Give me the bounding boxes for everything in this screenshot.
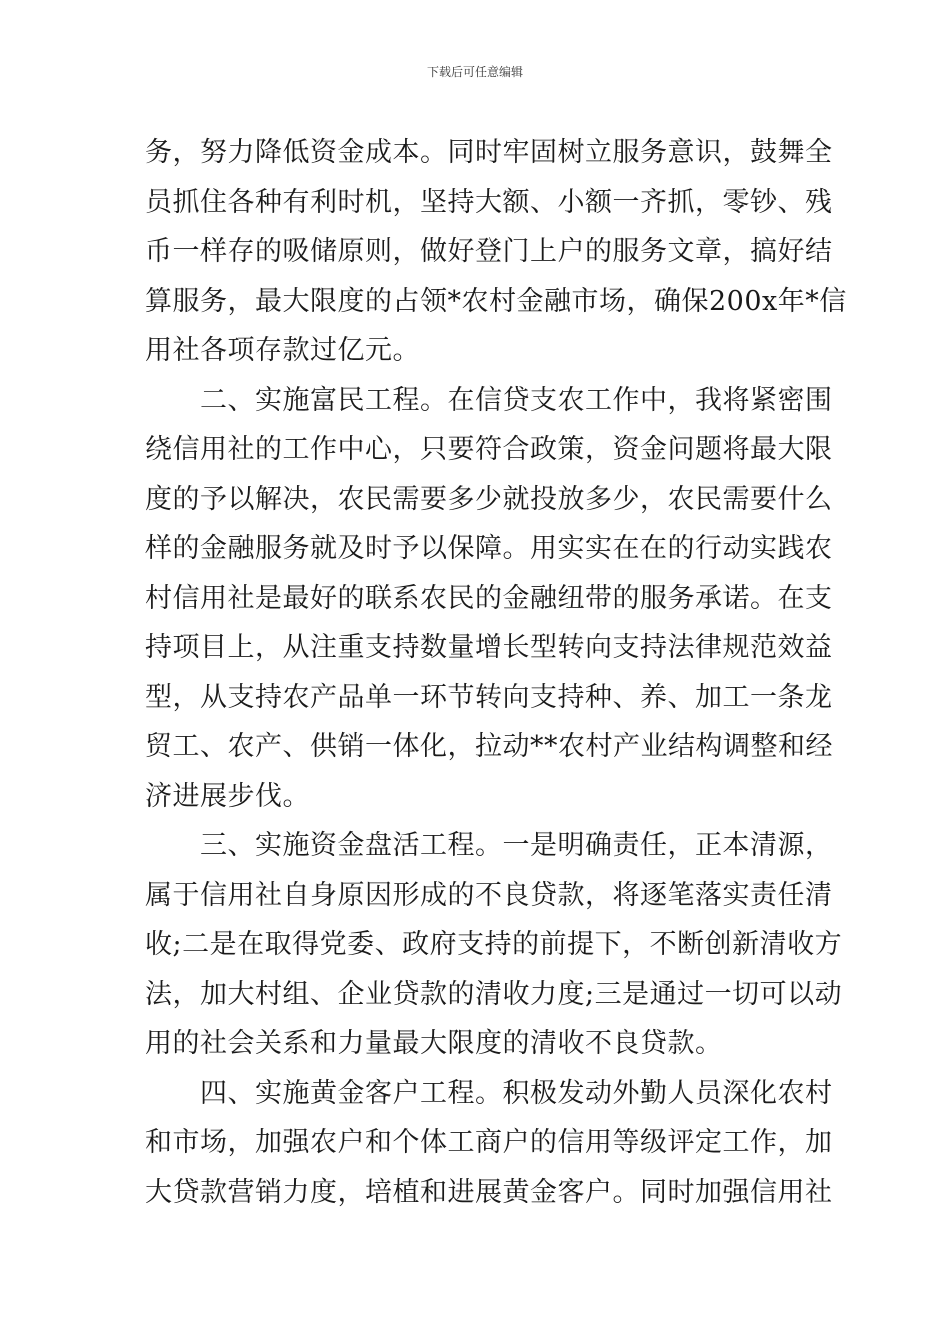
- page-header: 下载后可任意编辑: [426, 65, 523, 79]
- text-line: 绕信用社的工作中心，只要符合政策，资金问题将最大限: [145, 434, 833, 465]
- text-line: 型，从支持农产品单一环节转向支持种、养、加工一条龙: [145, 681, 833, 713]
- text-line: 法，加大村组、企业贷款的清收力度;三是通过一切可以动: [145, 978, 843, 1010]
- text-line: 持项目上，从注重支持数量增长型转向支持法律规范效益: [145, 632, 833, 663]
- text-line: 用社各项存款过亿元。: [145, 335, 420, 366]
- text-line: 收;二是在取得党委、政府支持的前提下，不断创新清收方: [145, 929, 843, 960]
- text-line: 用的社会关系和力量最大限度的清收不良贷款。: [145, 1028, 723, 1059]
- text-line: 村信用社是最好的联系农民的金融纽带的服务承诺。在支: [145, 582, 833, 614]
- text-line: 样的金融服务就及时予以保障。用实实在在的行动实践农: [145, 533, 833, 564]
- text-line: 和市场，加强农户和个体工商户的信用等级评定工作，加: [145, 1127, 833, 1158]
- text-line: 属于信用社自身原因形成的不良贷款，将逐笔落实责任清: [145, 879, 833, 911]
- text-line: 二、实施富民工程。在信贷支农工作中，我将紧密围: [145, 384, 833, 416]
- text-line: 济进展步伐。: [145, 780, 310, 812]
- text-line: 大贷款营销力度，培植和进展黄金客户。同时加强信用社: [145, 1176, 833, 1208]
- body-text: [145, 128, 847, 1217]
- text-line: 四、实施黄金客户工程。积极发动外勤人员深化农村: [145, 1077, 833, 1109]
- text-line: 务，努力降低资金成本。同时牢固树立服务意识，鼓舞全: [145, 137, 833, 168]
- text-line: 算服务，最大限度的占领*农村金融市场，确保200x年*信: [145, 285, 847, 317]
- text-line: 度的予以解决，农民需要多少就投放多少，农民需要什么: [145, 483, 833, 515]
- text-line: 三、实施资金盘活工程。一是明确责任，正本清源，: [145, 830, 833, 861]
- text-line: 贸工、农产、供销一体化，拉动**农村产业结构调整和经: [145, 731, 833, 762]
- text-line: 币一样存的吸储原则，做好登门上户的服务文章，搞好结: [145, 236, 833, 267]
- text-line: 员抓住各种有利时机，坚持大额、小额一齐抓，零钞、残: [145, 186, 833, 218]
